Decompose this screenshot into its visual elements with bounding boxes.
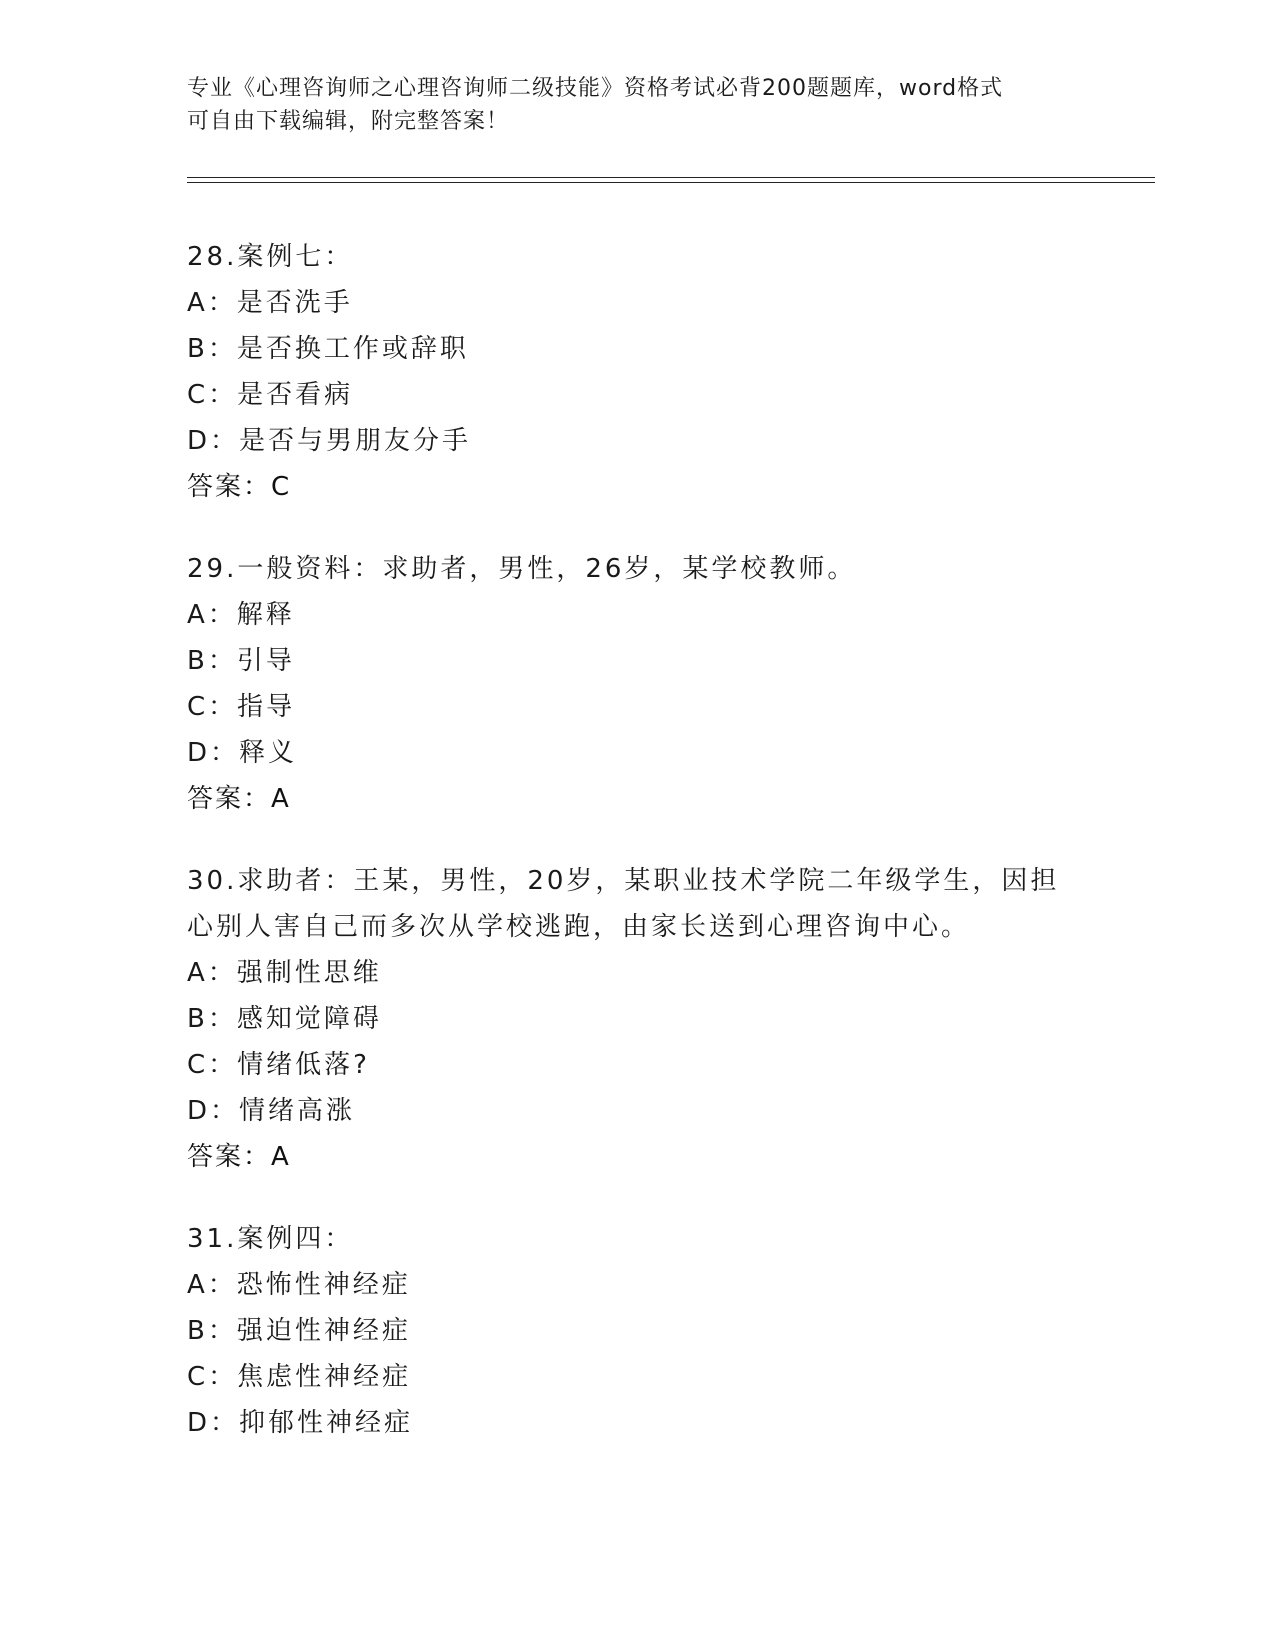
question-stem: 31.案例四： (187, 1224, 354, 1254)
question-31 (187, 1216, 1087, 1446)
option-d: D：情绪高涨 (187, 1096, 356, 1126)
option-a: A：解释 (187, 600, 295, 630)
header-rule-top (187, 177, 1155, 178)
option-b: B：感知觉障碍 (187, 1004, 382, 1034)
option-d: D：是否与男朋友分手 (187, 426, 472, 456)
option-d: D：抑郁性神经症 (187, 1408, 414, 1438)
option-d: D：释义 (187, 738, 298, 768)
header-rule-bottom (187, 182, 1155, 183)
answer-line: 答案：A (187, 784, 291, 814)
question-30 (187, 858, 1087, 1180)
answer-line: 答案：A (187, 1142, 291, 1172)
answer-line: 答案：C (187, 472, 292, 502)
question-list (187, 234, 1087, 1482)
question-stem: 29.一般资料：求助者，男性，26岁，某学校教师。 (187, 554, 857, 584)
header-line-1: 专业《心理咨询师之心理咨询师二级技能》资格考试必背200题题库，word格式 (187, 76, 1004, 101)
option-b: B：强迫性神经症 (187, 1316, 411, 1346)
option-a: A：强制性思维 (187, 958, 382, 988)
question-29 (187, 546, 1087, 822)
question-28 (187, 234, 1087, 510)
question-stem: 30.求助者：王某，男性，20岁，某职业技术学院二年级学生，因担心别人害自己而多次从学校逃跑，由家长送到心理咨询中心。 (187, 866, 1060, 942)
option-a: A：是否洗手 (187, 288, 353, 318)
option-c: C：是否看病 (187, 380, 354, 410)
question-stem: 28.案例七： (187, 242, 354, 272)
option-b: B：是否换工作或辞职 (187, 334, 469, 364)
option-a: A：恐怖性神经症 (187, 1270, 411, 1300)
option-b: B：引导 (187, 646, 295, 676)
option-c: C：指导 (187, 692, 296, 722)
option-c: C：焦虑性神经症 (187, 1362, 412, 1392)
document-header (187, 72, 1087, 138)
header-line-2: 可自由下载编辑，附完整答案！ (187, 109, 510, 134)
option-c: C：情绪低落? (187, 1050, 370, 1080)
